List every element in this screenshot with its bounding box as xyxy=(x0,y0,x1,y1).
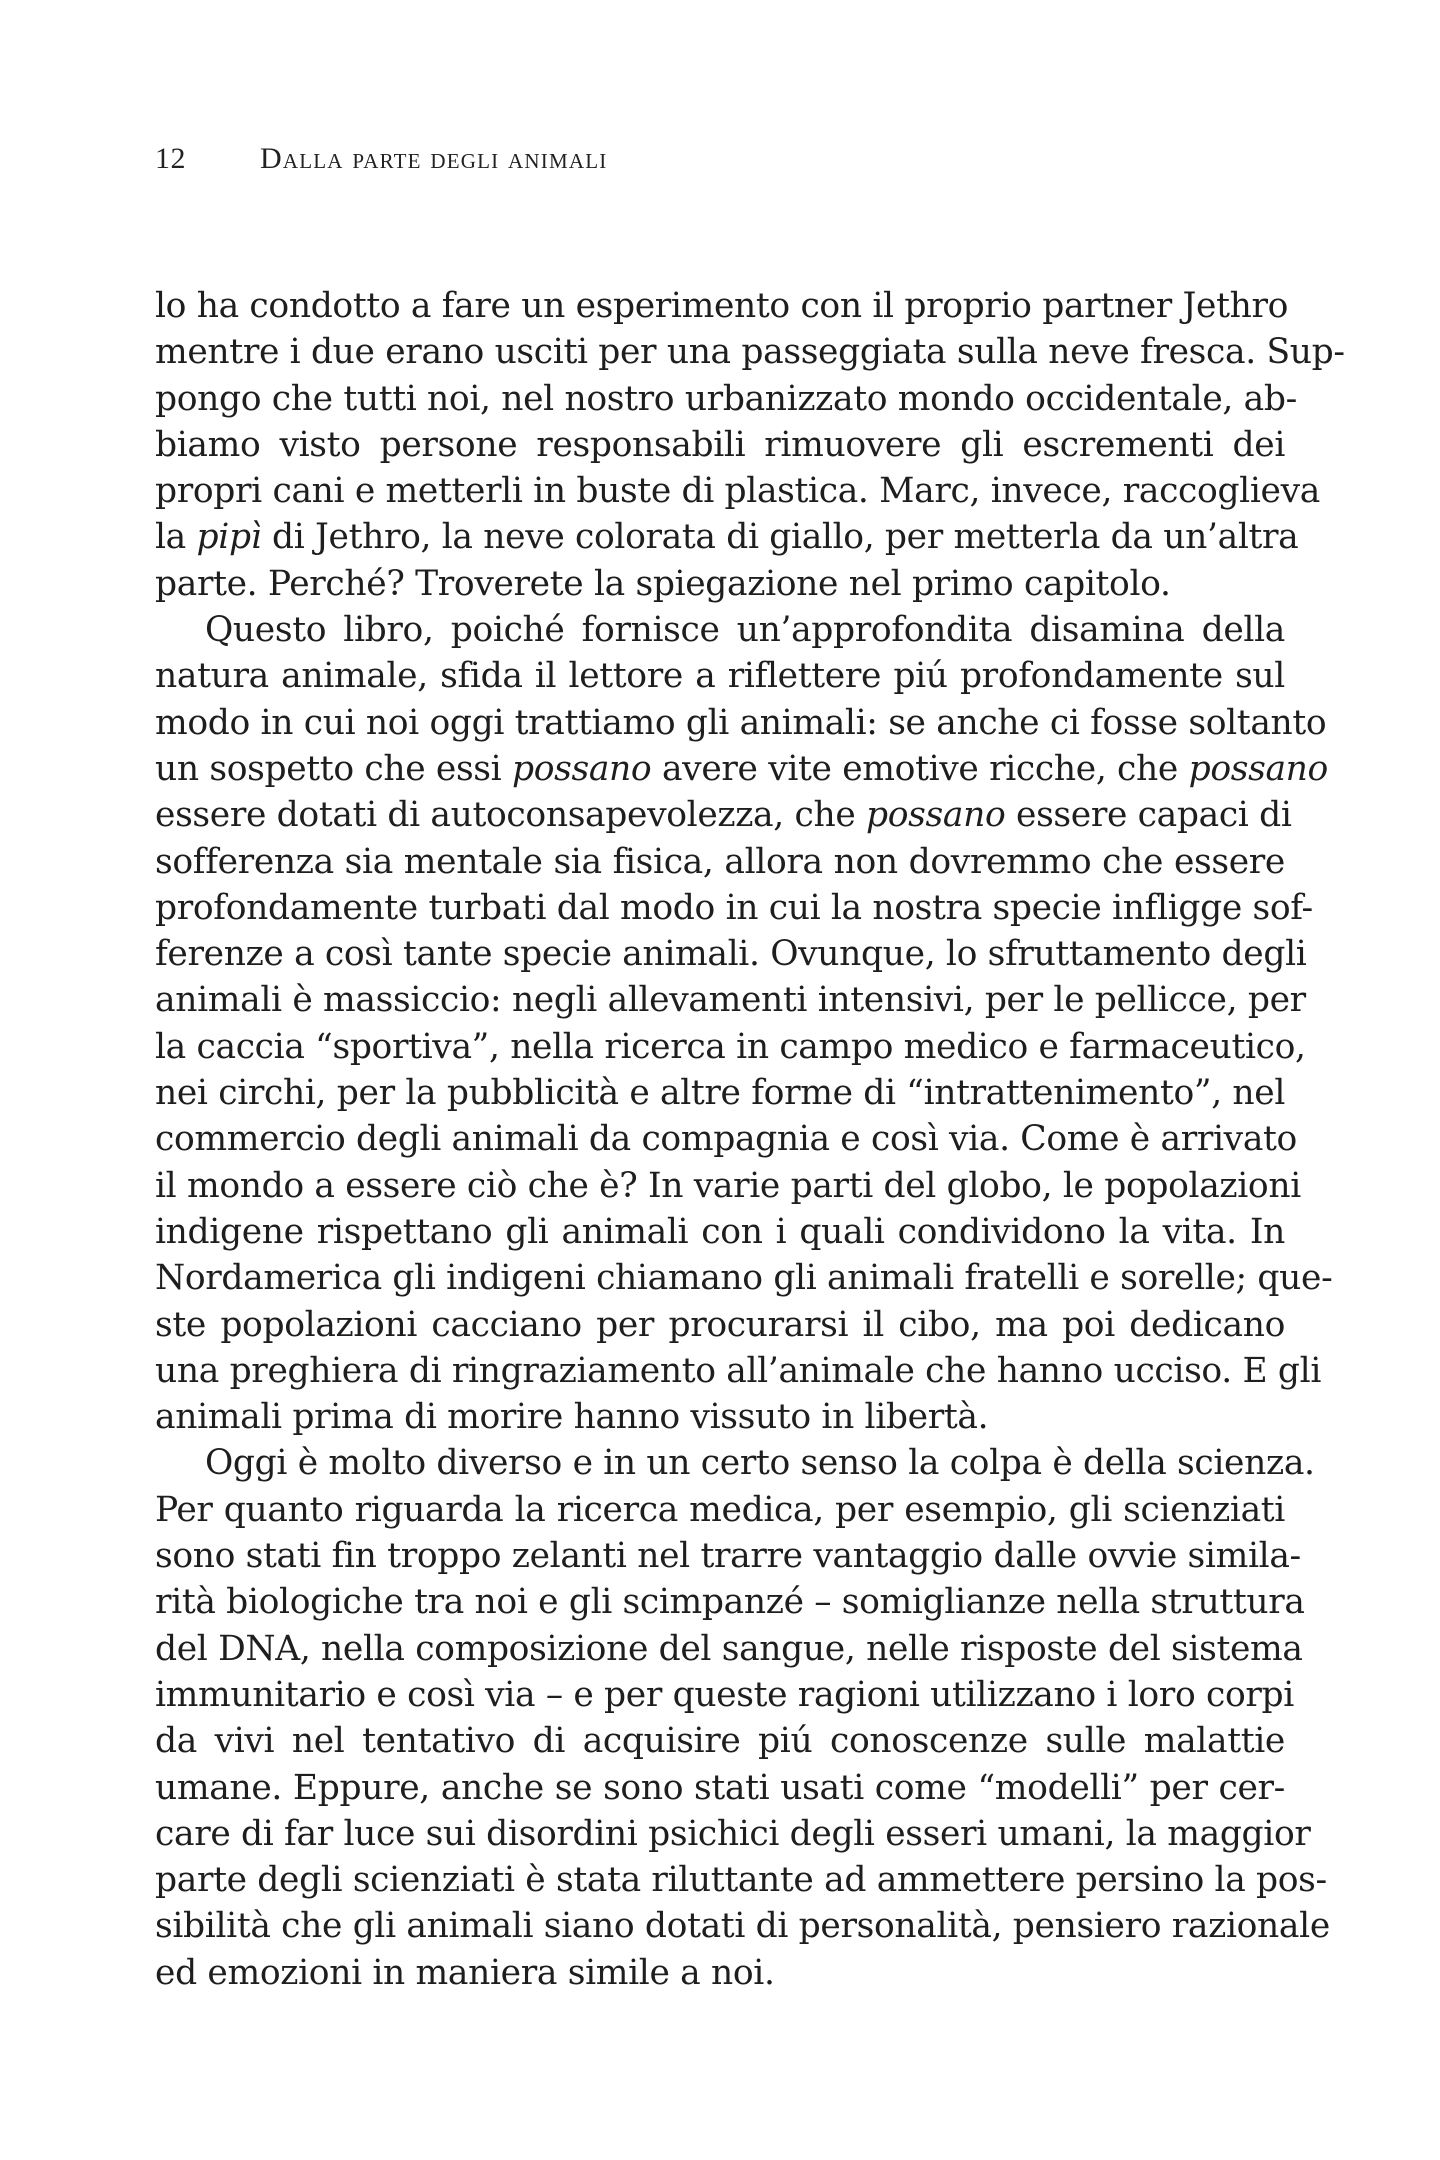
text-run: Oggi è molto diverso e in un certo senso la colpa è della scienza. xyxy=(205,1443,1315,1484)
text-run: possano xyxy=(511,748,652,789)
text-line xyxy=(155,329,1345,375)
text-run: lo ha condotto a fare un esperimento con il proprio partner Jethro xyxy=(155,286,1289,326)
text-line xyxy=(155,839,1285,885)
text-run: mentre i due erano usciti per una passeggiata sulla neve fresca. Sup- xyxy=(155,332,1345,373)
running-title: Dalla parte degli animali xyxy=(260,142,608,175)
text-line xyxy=(155,1811,1311,1857)
text-line xyxy=(155,1626,1303,1672)
text-run: possano xyxy=(866,795,1006,836)
text-line xyxy=(155,1765,1285,1811)
text-line xyxy=(155,422,1285,468)
text-run: nei circhi, per la pubblicità e altre forme di “intrattenimento”, nel xyxy=(155,1073,1286,1114)
text-line xyxy=(155,468,1320,514)
paragraph xyxy=(155,607,1333,1440)
text-run: modo in cui noi oggi trattiamo gli animali: se anche ci fosse soltanto xyxy=(155,702,1327,743)
text-run: pongo che tutti noi, nel nostro urbanizzato mondo occidentale, ab- xyxy=(155,378,1297,419)
text-run: avere vite emotive ricche, che xyxy=(651,748,1189,789)
text-line xyxy=(155,700,1327,746)
text-line xyxy=(155,514,1299,560)
text-run: animali prima di morire hanno vissuto in libertà. xyxy=(155,1397,989,1438)
text-line xyxy=(155,931,1307,977)
paragraph xyxy=(155,1440,1330,1996)
text-run: Per quanto riguarda la ricerca medica, per esempio, gli scienziati xyxy=(155,1489,1285,1530)
text-line xyxy=(155,977,1306,1023)
text-line xyxy=(155,1394,1285,1440)
text-run: sono stati fin troppo zelanti nel trarre vantaggio dalle ovvie simila- xyxy=(155,1536,1301,1577)
text-run: una preghiera di ringraziamento all’animale che hanno ucciso. E gli xyxy=(155,1350,1322,1391)
text-run: immunitario e così via – e per queste ragioni utilizzano i loro corpi xyxy=(155,1674,1294,1715)
text-run: umane. Eppure, anche se sono stati usati come “modelli” per cer- xyxy=(155,1767,1285,1808)
text-run: biamo visto persone responsabili rimuovere gli escrementi dei xyxy=(155,424,1285,465)
text-run: la caccia “sportiva”, nella ricerca in campo medico e farmaceutico, xyxy=(155,1026,1306,1067)
text-run: profondamente turbati dal modo in cui la nostra specie infligge sof- xyxy=(155,887,1313,928)
text-line xyxy=(155,1024,1306,1070)
text-run: possano xyxy=(1188,748,1328,789)
text-line xyxy=(155,746,1328,792)
text-line xyxy=(155,376,1297,422)
text-run: essere capaci di xyxy=(1005,795,1292,836)
text-line xyxy=(155,885,1313,931)
text-run: ste popolazioni cacciano per procurarsi il cibo, ma poi dedicano xyxy=(155,1304,1285,1345)
text-line xyxy=(155,1533,1301,1579)
text-run: Nordamerica gli indigeni chiamano gli animali fratelli e sorelle; que- xyxy=(155,1258,1333,1299)
text-run: la xyxy=(155,517,197,558)
text-run: commercio degli animali da compagnia e così via. Come è arrivato xyxy=(155,1119,1297,1160)
text-run: sofferenza sia mentale sia fisica, allora non dovremmo che essere xyxy=(155,841,1285,882)
text-line xyxy=(155,1718,1285,1764)
text-run: indigene rispettano gli animali con i quali condividono la vita. In xyxy=(155,1211,1285,1252)
text-run: natura animale, sfida il lettore a riflettere piú profondamente sul xyxy=(155,656,1285,697)
text-run: Questo libro, poiché fornisce un’approfondita disamina della xyxy=(205,610,1285,651)
text-line xyxy=(155,1579,1305,1625)
text-line xyxy=(155,1487,1285,1533)
text-run: pipì xyxy=(196,517,262,558)
text-run: rità biologiche tra noi e gli scimpanzé – somiglianze nella struttura xyxy=(155,1582,1305,1623)
text-run: ferenze a così tante specie animali. Ovunque, lo sfruttamento degli xyxy=(155,934,1307,975)
running-head xyxy=(155,142,607,176)
text-run: propri cani e metterli in buste di plastica. Marc, invece, raccoglieva xyxy=(155,471,1320,512)
text-line xyxy=(155,1209,1285,1255)
text-run: essere dotati di autoconsapevolezza, che xyxy=(155,795,867,836)
text-line xyxy=(155,607,1285,653)
text-line xyxy=(155,1950,1285,1996)
text-run: parte degli scienziati è stata riluttante ad ammettere persino la pos- xyxy=(155,1860,1327,1901)
text-line xyxy=(155,561,1285,607)
text-line xyxy=(155,1163,1301,1209)
text-line xyxy=(155,1302,1285,1348)
text-line xyxy=(155,283,1289,329)
text-line xyxy=(155,653,1285,699)
text-run: animali è massiccio: negli allevamenti intensivi, per le pellicce, per xyxy=(155,980,1306,1021)
text-line xyxy=(155,1903,1330,1949)
text-run: ed emozioni in maniera simile a noi. xyxy=(155,1952,775,1993)
text-run: sibilità che gli animali siano dotati di personalità, pensiero razionale xyxy=(155,1906,1330,1947)
text-line xyxy=(155,1857,1327,1903)
text-run: care di far luce sui disordini psichici degli esseri umani, la maggior xyxy=(155,1813,1311,1854)
text-line xyxy=(155,1672,1294,1718)
text-run: il mondo a essere ciò che è? In varie parti del globo, le popolazioni xyxy=(155,1165,1301,1206)
text-run: parte. Perché? Troverete la spiegazione nel primo capitolo. xyxy=(155,563,1171,604)
body-text xyxy=(155,283,1345,1996)
text-line xyxy=(155,1255,1333,1301)
paragraph xyxy=(155,283,1345,607)
text-run: da vivi nel tentativo di acquisire piú conoscenze sulle malattie xyxy=(155,1721,1285,1762)
text-line xyxy=(155,1116,1297,1162)
text-run: un sospetto che essi xyxy=(155,748,512,789)
text-line xyxy=(155,1348,1322,1394)
text-line xyxy=(155,1070,1285,1116)
text-line xyxy=(155,1440,1315,1486)
text-line xyxy=(155,792,1292,838)
text-run: del DNA, nella composizione del sangue, nelle risposte del sistema xyxy=(155,1628,1303,1669)
text-run: di Jethro, la neve colorata di giallo, per metterla da un’altra xyxy=(261,517,1299,558)
page-number: 12 xyxy=(155,142,186,175)
